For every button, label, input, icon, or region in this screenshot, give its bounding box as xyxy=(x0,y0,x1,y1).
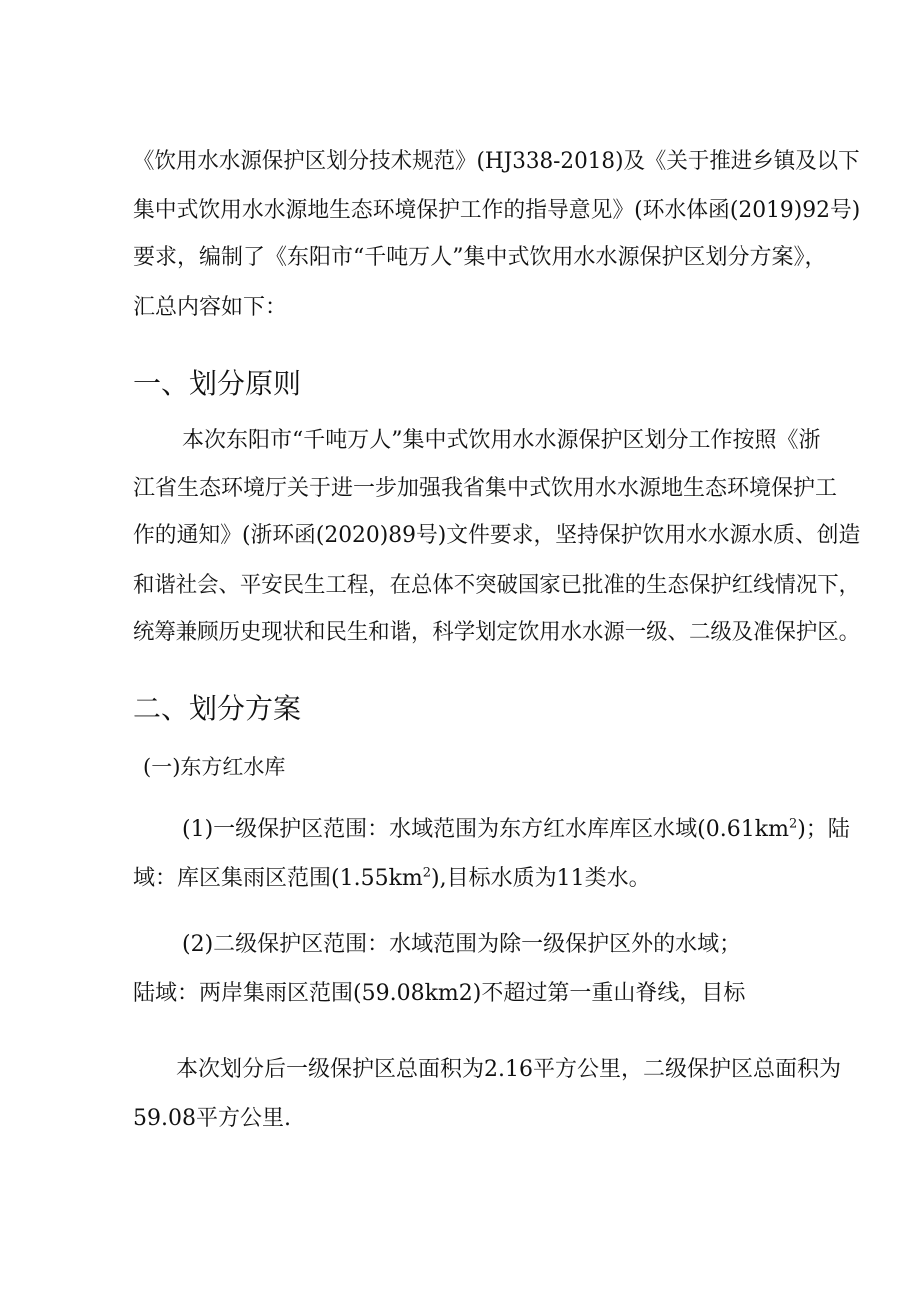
section-2-heading: 二、划分方案 xyxy=(133,692,302,725)
section-2-subheading: (一)东方红水库 xyxy=(143,755,286,779)
intro-line-4: 汇总内容如下： xyxy=(133,295,288,320)
paragraph-1-line-1 xyxy=(182,815,850,845)
paragraph-1-line-1-tail: )；陆 xyxy=(797,817,850,842)
paragraph-1-line-1-text: (1)一级保护区范围：水域范围为东方红水库库区水域(0.61km xyxy=(182,817,789,842)
paragraph-1-line-2-text: 域：库区集雨区范围(1.55km xyxy=(133,866,423,891)
paragraph-2-line-2: 陆域：两岸集雨区范围(59.08km2)不超过第一重山脊线，目标 xyxy=(133,981,746,1006)
section-1-line-3: 作的通知》(浙环函(2020)89号)文件要求，坚持保护饮用水水源水质、创造 xyxy=(133,523,861,548)
section-1-line-5: 统筹兼顾历史现状和民生和谐，科学划定饮用水水源一级、二级及准保护区。 xyxy=(133,620,861,645)
paragraph-1-line-2-tail: ),目标水质为11类水。 xyxy=(431,866,651,891)
section-1-line-4: 和谐社会、平安民生工程，在总体不突破国家已批准的生态保护红线情况下， xyxy=(133,573,861,598)
summary-line-2: 59.08平方公里. xyxy=(133,1106,291,1131)
superscript: 2 xyxy=(788,816,798,832)
section-1-heading: 一、划分原则 xyxy=(133,367,302,400)
paragraph-2-line-1: (2)二级保护区范围：水域范围为除一级保护区外的水域； xyxy=(182,932,742,957)
section-1-line-1: 本次东阳市“千吨万人”集中式饮用水水源保护区划分工作按照《浙 xyxy=(182,428,821,453)
intro-line-3: 要求，编制了《东阳市“千吨万人”集中式饮用水水源保护区划分方案》， xyxy=(133,245,827,270)
summary-line-1: 本次划分后一级保护区总面积为2.16平方公里，二级保护区总面积为 xyxy=(176,1057,841,1082)
paragraph-1-line-2 xyxy=(133,864,651,894)
superscript: 2 xyxy=(422,865,432,881)
intro-line-2: 集中式饮用水水源地生态环境保护工作的指导意见》(环水体函(2019)92号) xyxy=(133,198,861,223)
intro-line-1: 《饮用水水源保护区划分技术规范》(HJ338-2018)及《关于推进乡镇及以下 xyxy=(133,149,860,174)
section-1-line-2: 江省生态环境厅关于进一步加强我省集中式饮用水水源地生态环境保护工 xyxy=(133,476,838,501)
